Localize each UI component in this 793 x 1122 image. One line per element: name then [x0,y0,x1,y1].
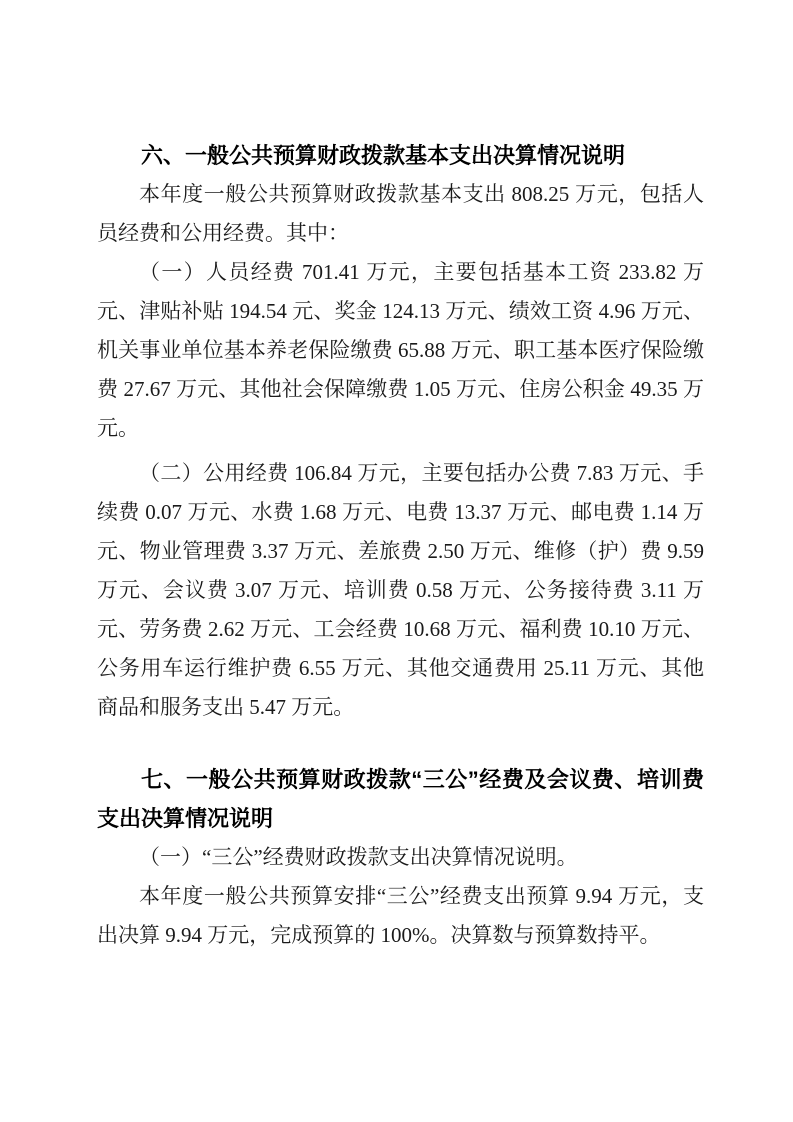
paragraph-subheading: （一）“三公”经费财政拨款支出决算情况说明。 [139,845,578,869]
paragraph: 本年度一般公共预算财政拨款基本支出 808.25 万元，包括人员经费和公用经费。其中： [97,182,704,245]
section-heading: 六、一般公共预算财政拨款基本支出决算情况说明 [141,143,626,168]
paragraph-three-public-detail: 本年度一般公共预算安排“三公”经费支出预算 9.94 万元，支出决算 9.94 万元，完成预算的 100%。决算数与预算数持平。 [97,884,704,947]
paragraph-personnel-funds: （一）人员经费 701.41 万元，主要包括基本工资 233.82 万元、津贴补贴 194.54 元、奖金 124.13 万元、绩效工资 4.96 万元、机关事业单位基本养老保险缴费 65.88 万元、职工基本医疗保险缴费 27.67 万元、其他社会保障缴费 1.05 万元、住房公积金 49.35 万元。 [97,260,704,440]
section-three-public-expenses [97,760,704,955]
section-heading: 七、一般公共预算财政拨款“三公”经费及会议费、培训费支出决算情况说明 [97,767,704,831]
section-basic-expenditure [97,136,704,727]
paragraph-public-funds: （二）公用经费 106.84 万元，主要包括办公费 7.83 万元、手续费 0.07 万元、水费 1.68 万元、电费 13.37 万元、邮电费 1.14 万元、物业管理费 3.37 万元、差旅费 2.50 万元、维修（护）费 9.59 万元、会议费 3.07 万元、培训费 0.58 万元、公务接待费 3.11 万元、劳务费 2.62 万元、工会经费 10.68 万元、福利费 10.10 万元、公务用车运行维护费 6.55 万元、其他交通费用 25.11 万元、其他商品和服务支出 5.47 万元。 [97,461,704,719]
